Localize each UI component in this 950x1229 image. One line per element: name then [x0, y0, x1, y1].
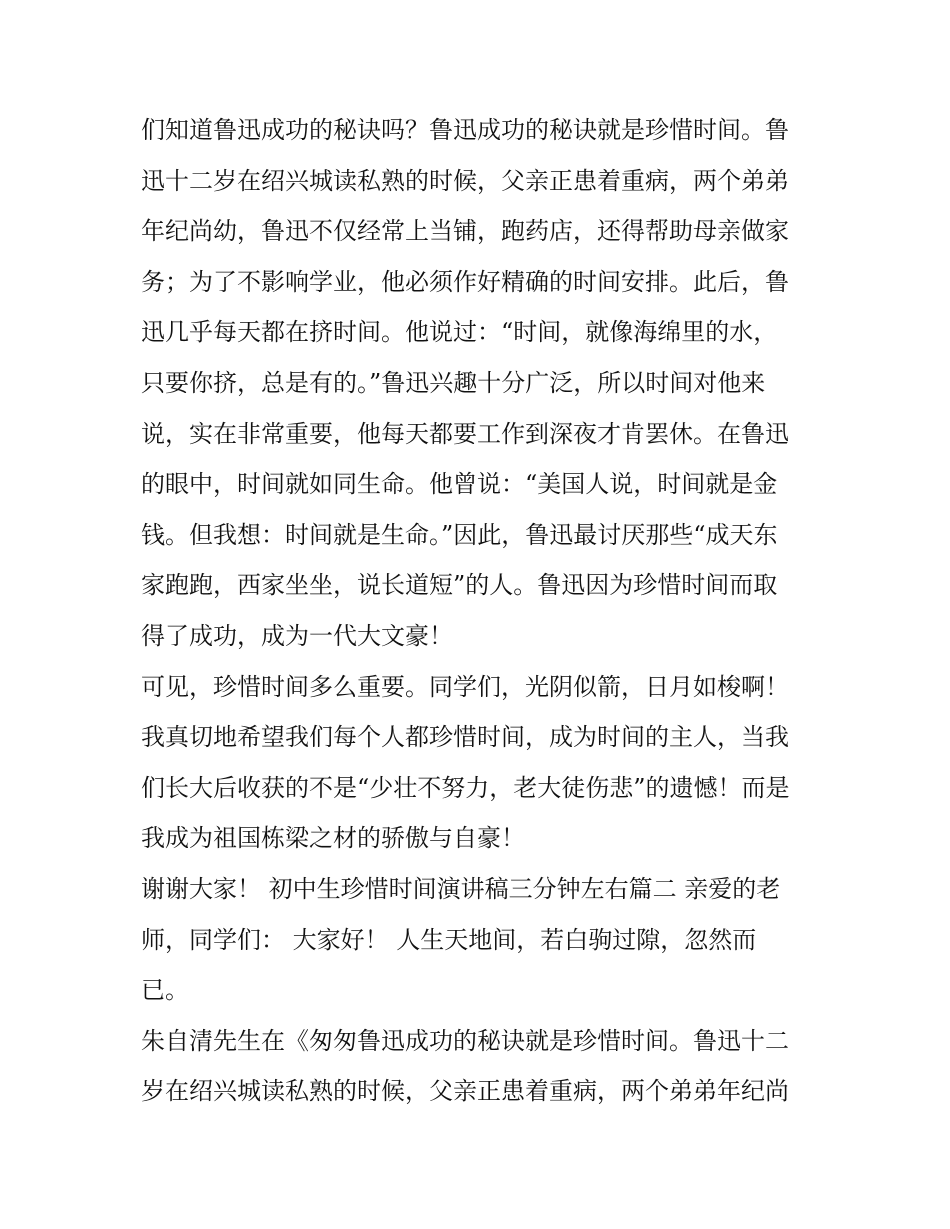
text-line: 迅几乎每天都在挤时间。他说过：“时间，就像海绵里的水， [141, 318, 778, 346]
text-line: 可见，珍惜时间多么重要。同学们，光阴似箭，日月如梭啊！ [141, 673, 789, 701]
text-line: 们长大后收获的不是“少壮不努力，老大徒伤悲”的遗憾！而是 [141, 774, 790, 802]
text-line: 务；为了不影响学业，他必须作好精确的时间安排。此后，鲁 [141, 268, 789, 296]
text-line: 说，实在非常重要，他每天都要工作到深夜才肯罢休。在鲁迅 [141, 420, 789, 448]
text-line: 迅十二岁在绍兴城读私熟的时候，父亲正患着重病，两个弟弟 [141, 167, 789, 195]
text-line: 家跑跑，西家坐坐，说长道短”的人。鲁迅因为珍惜时间而取 [141, 571, 778, 599]
text-line: 钱。但我想：时间就是生命。”因此，鲁迅最讨厌那些“成天东 [141, 521, 778, 549]
text-line: 得了成功，成为一代大文豪！ [141, 622, 453, 650]
text-line: 的眼中，时间就如同生命。他曾说：“美国人说，时间就是金 [141, 470, 778, 498]
text-line: 谢谢大家！ 初中生珍惜时间演讲稿三分钟左右篇二 亲爱的老 [141, 875, 781, 903]
text-line: 我成为祖国栋梁之材的骄傲与自豪！ [141, 824, 525, 852]
text-line: 朱自清先生在《匆匆鲁迅成功的秘诀就是珍惜时间。鲁迅十二 [141, 1027, 789, 1055]
text-line: 岁在绍兴城读私熟的时候，父亲正患着重病，两个弟弟年纪尚 [141, 1077, 789, 1105]
text-line: 年纪尚幼，鲁迅不仅经常上当铺，跑药店，还得帮助母亲做家 [141, 217, 789, 245]
text-line: 只要你挤，总是有的。”鲁迅兴趣十分广泛，所以时间对他来 [141, 369, 766, 397]
text-line: 们知道鲁迅成功的秘诀吗？鲁迅成功的秘诀就是珍惜时间。鲁 [141, 116, 789, 144]
text-line: 我真切地希望我们每个人都珍惜时间，成为时间的主人，当我 [141, 723, 789, 751]
text-line: 师，同学们： 大家好！ 人生天地间，若白驹过隙，忽然而 [141, 926, 757, 954]
text-line: 已。 [141, 976, 189, 1004]
